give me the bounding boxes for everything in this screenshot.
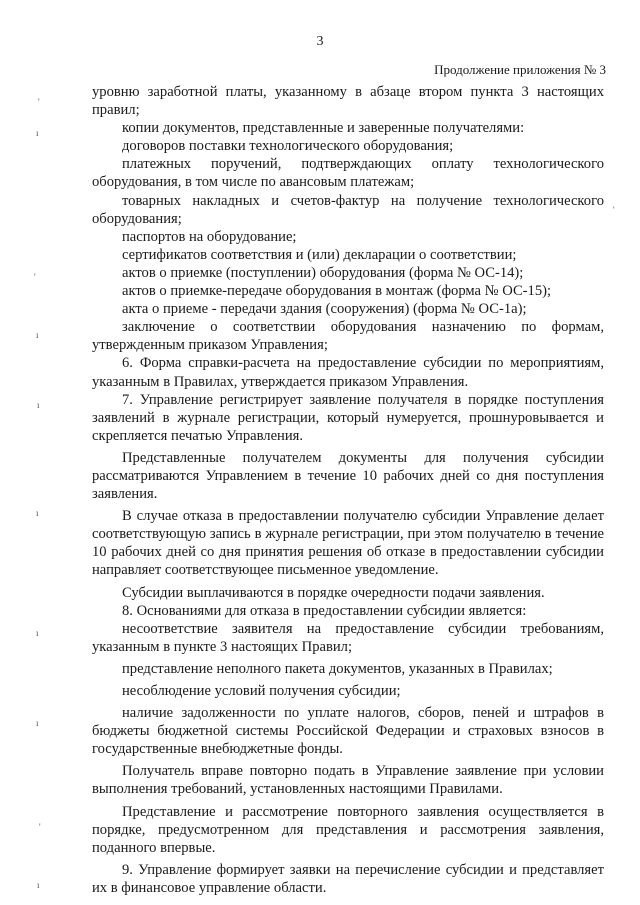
scan-mark: ' [613, 205, 615, 215]
paragraph: 6. Форма справки-расчета на предоставление субсидии по мероприятиям, указанным в Правилах, утверждается приказом Управления. [92, 355, 604, 390]
scan-mark: ' [38, 97, 40, 107]
paragraph: несоответствие заявителя на предоставление субсидии требованиям, указанным в пункте 3 настоящих Правил; [92, 620, 604, 655]
paragraph: несоблюдение условий получения субсидии; [122, 683, 401, 699]
paragraph: Представление и рассмотрение повторного заявления осуществляется в порядке, предусмотренном для представления и рассмотрения заявления, поданного впервые. [92, 803, 604, 856]
scan-mark: ı [36, 628, 39, 638]
paragraph: заключение о соответствии оборудования назначению по формам, утвержденным приказом Управления; [92, 319, 604, 354]
paragraph: акта о приеме - передачи здания (сооружения) (форма № ОС-1а); [122, 301, 527, 318]
scan-mark: ı [37, 400, 40, 410]
scan-mark: ı [36, 508, 39, 518]
paragraph: актов о приемке-передаче оборудования в монтаж (форма № ОС-15); [122, 283, 552, 300]
paragraph: 7. Управление регистрирует заявление получателя в порядке поступления заявлений в журнале регистрации, который нумеруется, прошнуровывается и скрепляется печатью Управления. [92, 391, 604, 444]
paragraph: В случае отказа в предоставлении получателю субсидии Управление делает соответствующую запись в журнале регистрации, при этом получателю в течение 10 рабочих дней со дня принятия решения об отказе в предоставлении субсидии направляет соответствующее письменное уведомление. [92, 508, 604, 579]
paragraph: Получатель вправе повторно подать в Управление заявление при условии выполнения требований, установленных настоящими Правилами. [92, 763, 604, 798]
paragraph: 9. Управление формирует заявки на перечисление субсидии и представляет их в финансовое управление области. [92, 861, 604, 896]
paragraph: копии документов, представленные и заверенные получателями: [122, 120, 525, 137]
paragraph: наличие задолженности по уплате налогов, сборов, пеней и штрафов в бюджеты бюджетной системы Российской Федерации и страховых взносов в государственные внебюджетные фонды. [92, 705, 604, 758]
page-number: 3 [316, 34, 324, 49]
paragraph: уровню заработной платы, указанному в абзаце втором пункта 3 настоящих правил; [92, 84, 604, 119]
scan-mark: ' [34, 272, 36, 282]
paragraph: Субсидии выплачиваются в порядке очередности подачи заявления. [122, 584, 545, 601]
paragraph: платежных поручений, подтверждающих оплату технологического оборудования, в том числе по авансовым платежам; [92, 156, 604, 191]
scan-mark: ı [36, 330, 39, 340]
paragraph: сертификатов соответствия и (или) декларации о соответствии; [122, 246, 517, 263]
paragraph: 8. Основаниями для отказа в предоставлении субсидии является: [122, 602, 527, 619]
paragraph: паспортов на оборудование; [122, 228, 297, 245]
scan-mark: ı [36, 718, 39, 728]
paragraph: представление неполного пакета документов, указанных в Правилах; [122, 660, 553, 677]
scan-mark: ı [37, 880, 40, 890]
paragraph: товарных накладных и счетов-фактур на получение технологического оборудования; [92, 192, 604, 227]
document-body [92, 83, 604, 897]
scan-mark: ı [36, 128, 39, 138]
paragraph: актов о приемке (поступлении) оборудования (форма № ОС-14); [122, 264, 524, 281]
paragraph: Представленные получателем документы для получения субсидии рассматриваются Управлением в течение 10 рабочих дней со дня поступления заявления. [92, 449, 604, 503]
appendix-continuation-note: Продолжение приложения № 3 [434, 62, 606, 77]
paragraph: договоров поставки технологического оборудования; [122, 138, 454, 155]
scan-mark: ' [39, 822, 41, 832]
